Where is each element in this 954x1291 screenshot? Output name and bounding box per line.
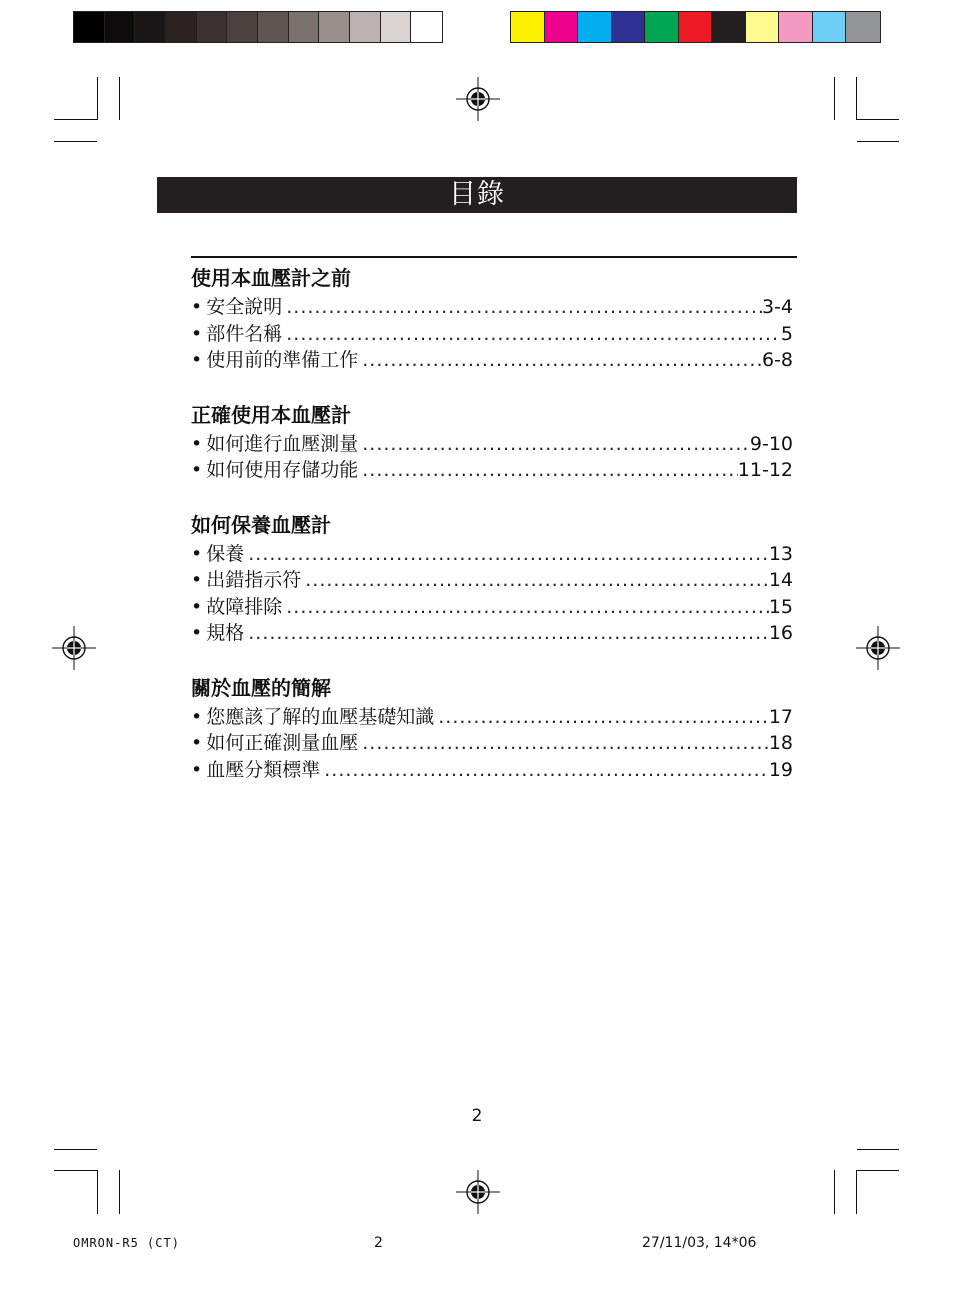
entry-page: 5 [780,322,793,345]
toc-entry[interactable] [191,704,793,731]
divider [191,256,797,258]
footer-page: 2 [374,1235,383,1251]
toc-entry[interactable] [191,567,793,594]
registration-mark-icon [456,1170,500,1214]
gray-swatch [197,12,228,42]
entry-page: 16 [768,622,793,644]
dot-leader [358,457,738,484]
crop-mark [834,77,835,120]
toc-section [191,672,793,784]
entry-page: 18 [768,732,793,754]
section-heading: 關於血壓的簡解 [191,675,331,700]
color-swatch [813,12,847,42]
color-swatch [645,12,679,42]
toc-section [191,509,793,647]
entry-label: 如何進行血壓測量 [206,432,359,455]
table-of-contents [191,262,793,808]
entry-label: 您應該了解的血壓基礎知識 [206,705,435,728]
entry-label: 部件名稱 [206,322,283,345]
page-title: 目錄 [157,177,797,213]
toc-entry[interactable] [191,431,793,458]
bullet-icon: • [191,622,203,644]
gray-swatch [258,12,289,42]
gray-swatch [135,12,166,42]
section-heading: 使用本血壓計之前 [191,266,351,290]
color-swatch [545,12,579,42]
gray-swatch [381,12,412,42]
color-swatch [779,12,813,42]
gray-swatch [319,12,350,42]
registration-mark-icon [52,626,96,670]
entry-label: 如何正確測量血壓 [206,732,359,754]
crop-mark [856,77,857,120]
entry-page: 3-4 [761,296,793,318]
color-swatch [746,12,780,42]
bullet-icon: • [191,459,203,481]
section-heading: 如何保養血壓計 [191,512,331,537]
bullet-icon: • [191,349,203,371]
bullet-icon: • [191,432,203,455]
dot-leader [244,620,769,647]
crop-mark [119,77,120,120]
dot-leader [301,567,769,594]
footer-file-name: OMRON-R5 (CT) [73,1236,180,1250]
color-swatch [612,12,646,42]
footer-timestamp: 27/11/03, 14*06 [642,1235,757,1251]
color-swatch [511,12,545,42]
gray-swatch [227,12,258,42]
dot-leader [358,347,762,374]
color-swatch [679,12,713,42]
bullet-icon: • [191,542,203,565]
entry-page: 6-8 [761,349,793,371]
color-swatch [712,12,746,42]
gray-swatch [74,12,105,42]
crop-mark [97,77,98,120]
dot-leader [244,541,769,568]
entry-page: 19 [768,758,793,781]
toc-section [191,399,793,484]
dot-leader [282,321,781,348]
entry-label: 保養 [206,542,245,565]
crop-mark [857,119,899,120]
toc-entry[interactable] [191,541,793,568]
toc-entry[interactable] [191,730,793,757]
entry-page: 11-12 [737,459,793,481]
section-heading: 正確使用本血壓計 [191,402,351,427]
toc-entry[interactable] [191,347,793,374]
grayscale-color-bar [73,11,443,43]
dot-leader [282,294,762,321]
crop-mark [54,119,97,120]
crop-mark [97,1170,98,1214]
toc-entry[interactable] [191,620,793,647]
gray-swatch [411,12,442,42]
bullet-icon: • [191,705,203,728]
toc-entry[interactable] [191,294,793,321]
crop-mark [54,1170,97,1171]
entry-page: 13 [768,542,793,565]
color-swatch [578,12,612,42]
entry-label: 如何使用存儲功能 [206,459,359,481]
bullet-icon: • [191,732,203,754]
entry-label: 安全說明 [206,296,283,318]
registration-mark-icon [856,626,900,670]
bullet-icon: • [191,296,203,318]
process-color-bar [510,11,881,43]
entry-label: 出錯指示符 [206,569,302,591]
gray-swatch [105,12,136,42]
dot-leader [358,730,769,757]
page-number: 2 [471,1106,483,1126]
entry-label: 血壓分類標準 [206,758,321,781]
toc-entry[interactable] [191,594,793,621]
crop-mark [856,1170,857,1214]
bullet-icon: • [191,595,203,618]
toc-section [191,262,793,374]
dot-leader [320,757,769,784]
entry-label: 故障排除 [206,595,283,618]
gray-swatch [350,12,381,42]
crop-mark [857,141,899,142]
crop-mark [54,1149,97,1150]
gray-swatch [166,12,197,42]
crop-mark [857,1170,899,1171]
dot-leader [282,594,769,621]
bullet-icon: • [191,569,203,591]
entry-page: 14 [768,569,793,591]
toc-entry[interactable] [191,457,793,484]
color-swatch [846,12,880,42]
entry-page: 15 [768,595,793,618]
entry-label: 規格 [206,622,245,644]
toc-entry[interactable] [191,757,793,784]
entry-label: 使用前的準備工作 [206,349,359,371]
entry-page: 9-10 [749,432,793,455]
bullet-icon: • [191,758,203,781]
toc-entry[interactable] [191,321,793,348]
bullet-icon: • [191,322,203,345]
crop-mark [834,1170,835,1214]
crop-mark [857,1149,899,1150]
dot-leader [434,704,769,731]
crop-mark [54,141,97,142]
dot-leader [358,431,750,458]
gray-swatch [289,12,320,42]
crop-mark [119,1170,120,1214]
registration-mark-icon [456,77,500,121]
entry-page: 17 [768,705,793,728]
